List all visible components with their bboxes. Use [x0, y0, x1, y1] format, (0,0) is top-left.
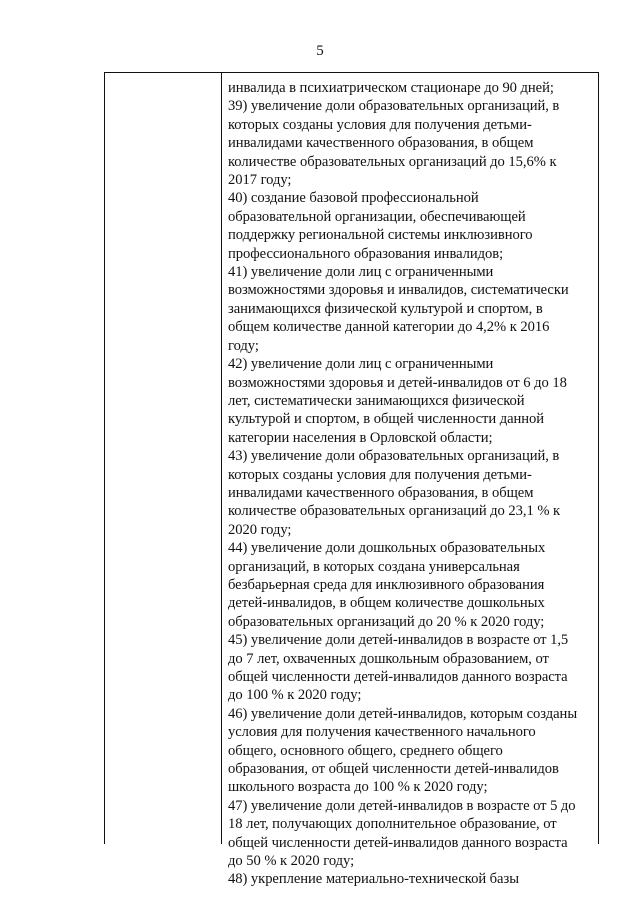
text-line: 46) увеличение доли детей-инвалидов, которым созданы: [228, 705, 578, 722]
text-line: школьного возраста до 100 % к 2020 году;: [228, 779, 488, 796]
text-line: 48) укрепление материально-технической базы: [228, 871, 519, 888]
text-line: возможностями здоровья и инвалидов, систематически: [228, 282, 569, 299]
text-line: образовательной организации, обеспечивающей: [228, 208, 526, 225]
text-line: безбарьерная среда для инклюзивного образования: [228, 576, 545, 593]
text-line: 43) увеличение доли образовательных организаций, в: [228, 448, 560, 465]
text-line: 18 лет, получающих дополнительное образование, от: [228, 816, 557, 833]
text-line: инвалидами качественного образования, в общем: [228, 135, 534, 152]
text-line: 44) увеличение доли дошкольных образовательных: [228, 540, 546, 557]
table-right-column: [228, 79, 596, 889]
text-line: 42) увеличение доли лиц с ограниченными: [228, 356, 494, 373]
text-line: образовательных организаций до 20 % к 2020 году;: [228, 613, 545, 630]
text-line: возможностями здоровья и детей-инвалидов от 6 до 18: [228, 374, 567, 391]
text-line: общей численности детей-инвалидов данного возраста: [228, 834, 568, 851]
text-line: инвалидами качественного образования, в общем: [228, 484, 534, 501]
text-line: году;: [228, 337, 259, 354]
text-line: общем количестве данной категории до 4,2% к 2016: [228, 319, 550, 336]
text-line: общего, основного общего, среднего общего: [228, 742, 503, 759]
text-line: культурой и спортом, в общей численности данной: [228, 411, 545, 428]
text-line: занимающихся физической культурой и спортом, в: [228, 300, 543, 317]
text-line: организаций, в которых создана универсальная: [228, 558, 520, 575]
text-line: 2017 году;: [228, 172, 292, 189]
text-line: 47) увеличение доли детей-инвалидов в возрасте от 5 до: [228, 797, 576, 814]
text-line: инвалида в психиатрическом стационаре до 90 дней;: [228, 80, 554, 96]
text-line: которых созданы условия для получения детьми-: [228, 116, 532, 133]
table-left-column: [105, 73, 222, 844]
text-line: профессионального образования инвалидов;: [228, 245, 504, 262]
text-line: до 100 % к 2020 году;: [228, 687, 362, 704]
text-line: до 50 % к 2020 году;: [228, 853, 355, 870]
text-line: количестве образовательных организаций до 23,1 % к: [228, 503, 561, 520]
text-line: 41) увеличение доли лиц с ограниченными: [228, 264, 494, 281]
text-line: условия для получения качественного начального: [228, 724, 536, 741]
text-line: 2020 году;: [228, 521, 292, 538]
text-line: категории населения в Орловской области;: [228, 429, 493, 446]
text-line: 39) увеличение доли образовательных организаций, в: [228, 98, 560, 115]
document-table: [104, 72, 599, 888]
text-line: общей численности детей-инвалидов данного возраста: [228, 669, 568, 685]
page-number: 5: [316, 43, 324, 59]
text-line: поддержку региональной системы инклюзивного: [228, 227, 533, 244]
text-line: которых созданы условия для получения детьми-: [228, 466, 532, 483]
text-line: количестве образовательных организаций до 15,6% к: [228, 153, 557, 170]
text-line: детей-инвалидов, в общем количестве дошкольных: [228, 595, 545, 612]
text-line: 45) увеличение доли детей-инвалидов в возрасте от 1,5: [228, 632, 569, 649]
text-line: образования, от общей численности детей-инвалидов: [228, 761, 559, 778]
text-line: до 7 лет, охваченных дошкольным образованием, от: [228, 650, 549, 667]
text-line: 40) создание базовой профессиональной: [228, 190, 479, 207]
text-line: лет, систематически занимающихся физической: [228, 392, 525, 409]
